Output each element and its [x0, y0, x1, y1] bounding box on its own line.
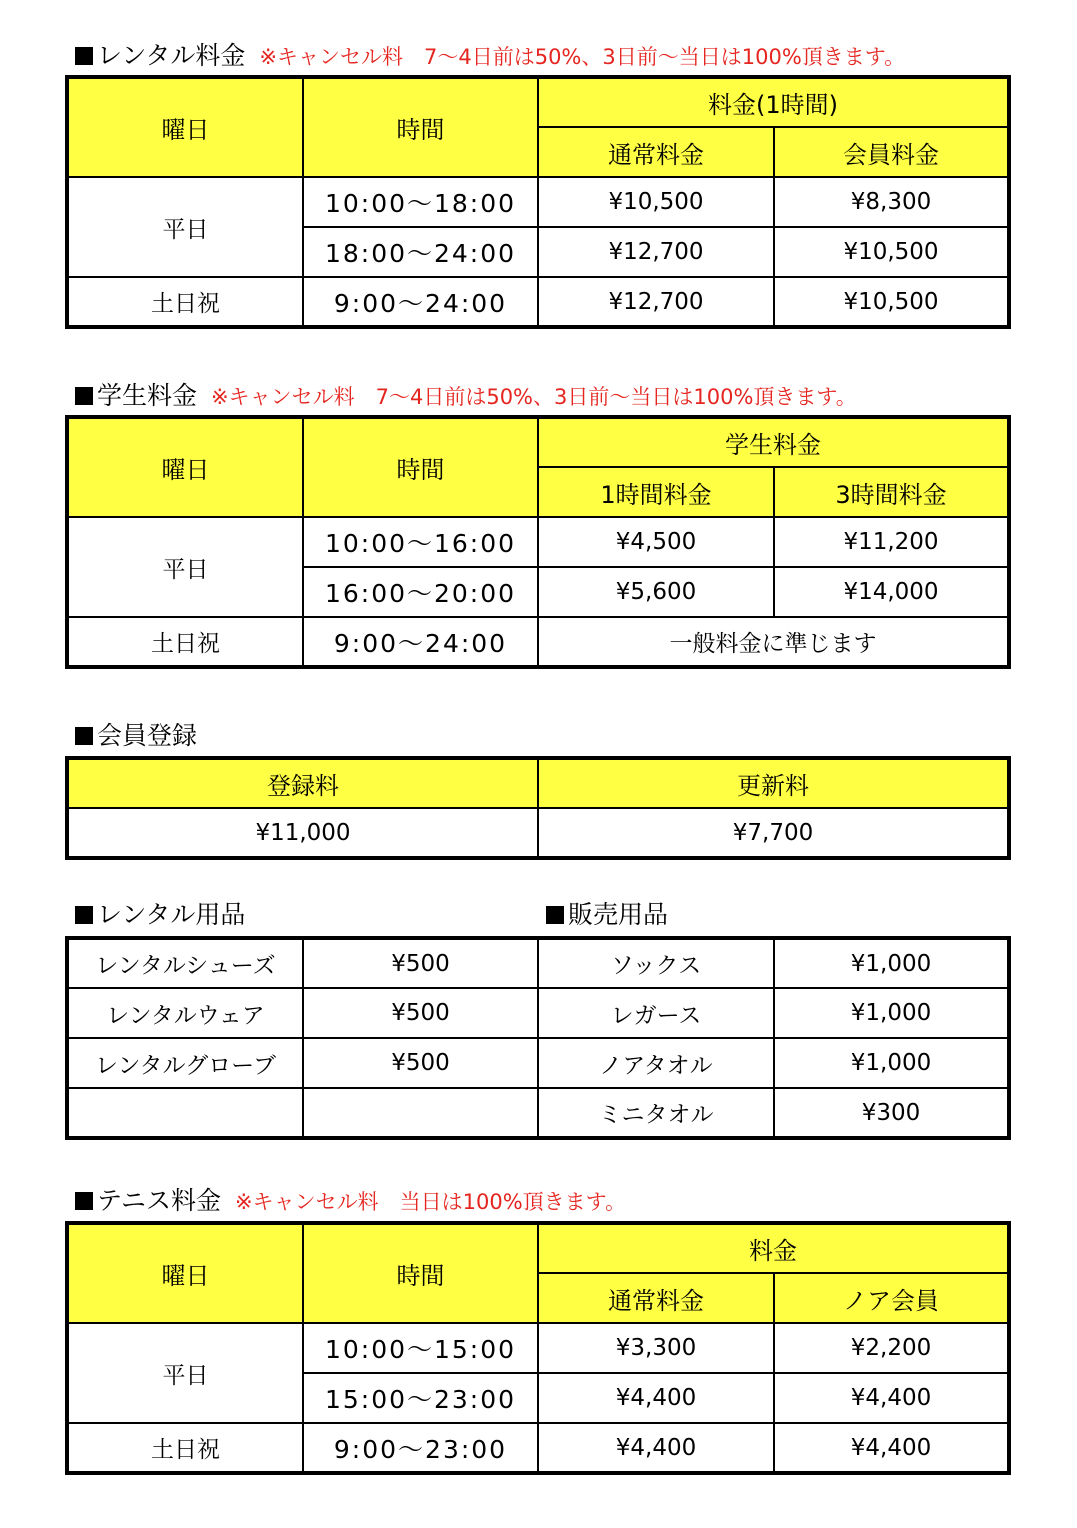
tennis-cancel-note: ※キャンセル料 当日は100%頂きます。	[235, 1190, 626, 1214]
cell-regular: ¥10,500	[538, 177, 774, 227]
cell-regular: ¥12,700	[538, 277, 774, 327]
cell-general-fee: 一般料金に準じます	[538, 617, 1009, 667]
cell-renewal: ¥7,700	[538, 808, 1009, 858]
rental-cancel-note: ※キャンセル料 7～4日前は50%、3日前～当日は100%頂きます。	[259, 45, 906, 69]
cell-time: 10:00～18:00	[303, 177, 538, 227]
header-fee: 料金(1時間)	[538, 77, 1009, 127]
cell-member: ¥10,500	[774, 277, 1009, 327]
cell-registration: ¥11,000	[67, 808, 538, 858]
cell-day: 平日	[67, 177, 303, 277]
rental-section-title	[75, 41, 905, 72]
sale-item-price: ¥1,000	[774, 1038, 1009, 1088]
table-row	[67, 277, 1009, 327]
header-day: 曜日	[67, 417, 303, 517]
cell-time: 9:00～24:00	[303, 277, 538, 327]
cell-time: 9:00～23:00	[303, 1423, 538, 1473]
rental-goods-title: レンタル用品	[97, 900, 246, 929]
cell-regular: ¥4,400	[538, 1423, 774, 1473]
table-row	[67, 1088, 1009, 1138]
cell-day: 平日	[67, 517, 303, 617]
sale-item-price: ¥1,000	[774, 938, 1009, 988]
student-fee-table	[65, 415, 1011, 669]
cell-time: 9:00～24:00	[303, 617, 538, 667]
membership-title: 会員登録	[97, 721, 198, 750]
cell-member: ¥10,500	[774, 227, 1009, 277]
cell-time: 15:00～23:00	[303, 1373, 538, 1423]
empty-cell	[303, 1088, 538, 1138]
square-bullet-icon	[546, 906, 564, 924]
table-row	[67, 808, 1009, 858]
header-time: 時間	[303, 417, 538, 517]
table-row	[67, 938, 1009, 988]
rental-title: レンタル料金	[97, 41, 246, 70]
table-row	[67, 517, 1009, 567]
cell-day: 土日祝	[67, 1423, 303, 1473]
header-time: 時間	[303, 1223, 538, 1323]
header-time: 時間	[303, 77, 538, 177]
cell-one-hour: ¥4,500	[538, 517, 774, 567]
cell-member: ¥4,400	[774, 1423, 1009, 1473]
header-regular: 通常料金	[538, 1273, 774, 1323]
table-row	[67, 1038, 1009, 1088]
header-renewal: 更新料	[538, 758, 1009, 808]
cell-member: ¥2,200	[774, 1323, 1009, 1373]
header-member: 会員料金	[774, 127, 1009, 177]
cell-time: 16:00～20:00	[303, 567, 538, 617]
tennis-fee-table	[65, 1221, 1011, 1475]
header-one-hour: 1時間料金	[538, 467, 774, 517]
cell-day: 土日祝	[67, 277, 303, 327]
header-day: 曜日	[67, 1223, 303, 1323]
rental-item-name: レンタルグローブ	[67, 1038, 303, 1088]
cell-time: 10:00～15:00	[303, 1323, 538, 1373]
empty-cell	[67, 1088, 303, 1138]
table-row	[67, 1323, 1009, 1373]
cell-three-hours: ¥14,000	[774, 567, 1009, 617]
header-registration: 登録料	[67, 758, 538, 808]
table-row	[67, 177, 1009, 227]
sale-item-name: レガース	[538, 988, 774, 1038]
header-regular: 通常料金	[538, 127, 774, 177]
table-row	[67, 1423, 1009, 1473]
cell-three-hours: ¥11,200	[774, 517, 1009, 567]
rental-item-price: ¥500	[303, 938, 538, 988]
table-row	[67, 617, 1009, 667]
sale-item-price: ¥300	[774, 1088, 1009, 1138]
student-section-title	[75, 381, 857, 412]
tennis-section-title	[75, 1186, 626, 1217]
cell-time: 10:00～16:00	[303, 517, 538, 567]
student-cancel-note: ※キャンセル料 7～4日前は50%、3日前～当日は100%頂きます。	[211, 385, 857, 409]
header-member: ノア会員	[774, 1273, 1009, 1323]
header-day: 曜日	[67, 77, 303, 177]
header-student-fee: 学生料金	[538, 417, 1009, 467]
cell-one-hour: ¥5,600	[538, 567, 774, 617]
cell-day: 平日	[67, 1323, 303, 1423]
square-bullet-icon	[75, 387, 93, 405]
sale-goods-section-title	[546, 900, 668, 930]
cell-regular: ¥4,400	[538, 1373, 774, 1423]
cell-regular: ¥3,300	[538, 1323, 774, 1373]
square-bullet-icon	[75, 906, 93, 924]
rental-item-price: ¥500	[303, 1038, 538, 1088]
membership-table	[65, 756, 1011, 860]
cell-time: 18:00～24:00	[303, 227, 538, 277]
cell-day: 土日祝	[67, 617, 303, 667]
rental-goods-section-title	[75, 900, 245, 930]
rental-fee-table	[65, 75, 1011, 329]
sale-item-name: ミニタオル	[538, 1088, 774, 1138]
sale-item-name: ソックス	[538, 938, 774, 988]
rental-item-name: レンタルウェア	[67, 988, 303, 1038]
header-fee: 料金	[538, 1223, 1009, 1273]
cell-regular: ¥12,700	[538, 227, 774, 277]
square-bullet-icon	[75, 727, 93, 745]
cell-member: ¥4,400	[774, 1373, 1009, 1423]
goods-table	[65, 936, 1011, 1140]
table-row	[67, 988, 1009, 1038]
header-three-hours: 3時間料金	[774, 467, 1009, 517]
student-title: 学生料金	[97, 381, 198, 410]
sale-item-name: ノアタオル	[538, 1038, 774, 1088]
cell-member: ¥8,300	[774, 177, 1009, 227]
membership-section-title	[75, 721, 197, 751]
rental-item-name: レンタルシューズ	[67, 938, 303, 988]
sale-goods-title: 販売用品	[568, 900, 669, 929]
square-bullet-icon	[75, 1192, 93, 1210]
sale-item-price: ¥1,000	[774, 988, 1009, 1038]
rental-item-price: ¥500	[303, 988, 538, 1038]
tennis-title: テニス料金	[97, 1186, 222, 1215]
square-bullet-icon	[75, 47, 93, 65]
